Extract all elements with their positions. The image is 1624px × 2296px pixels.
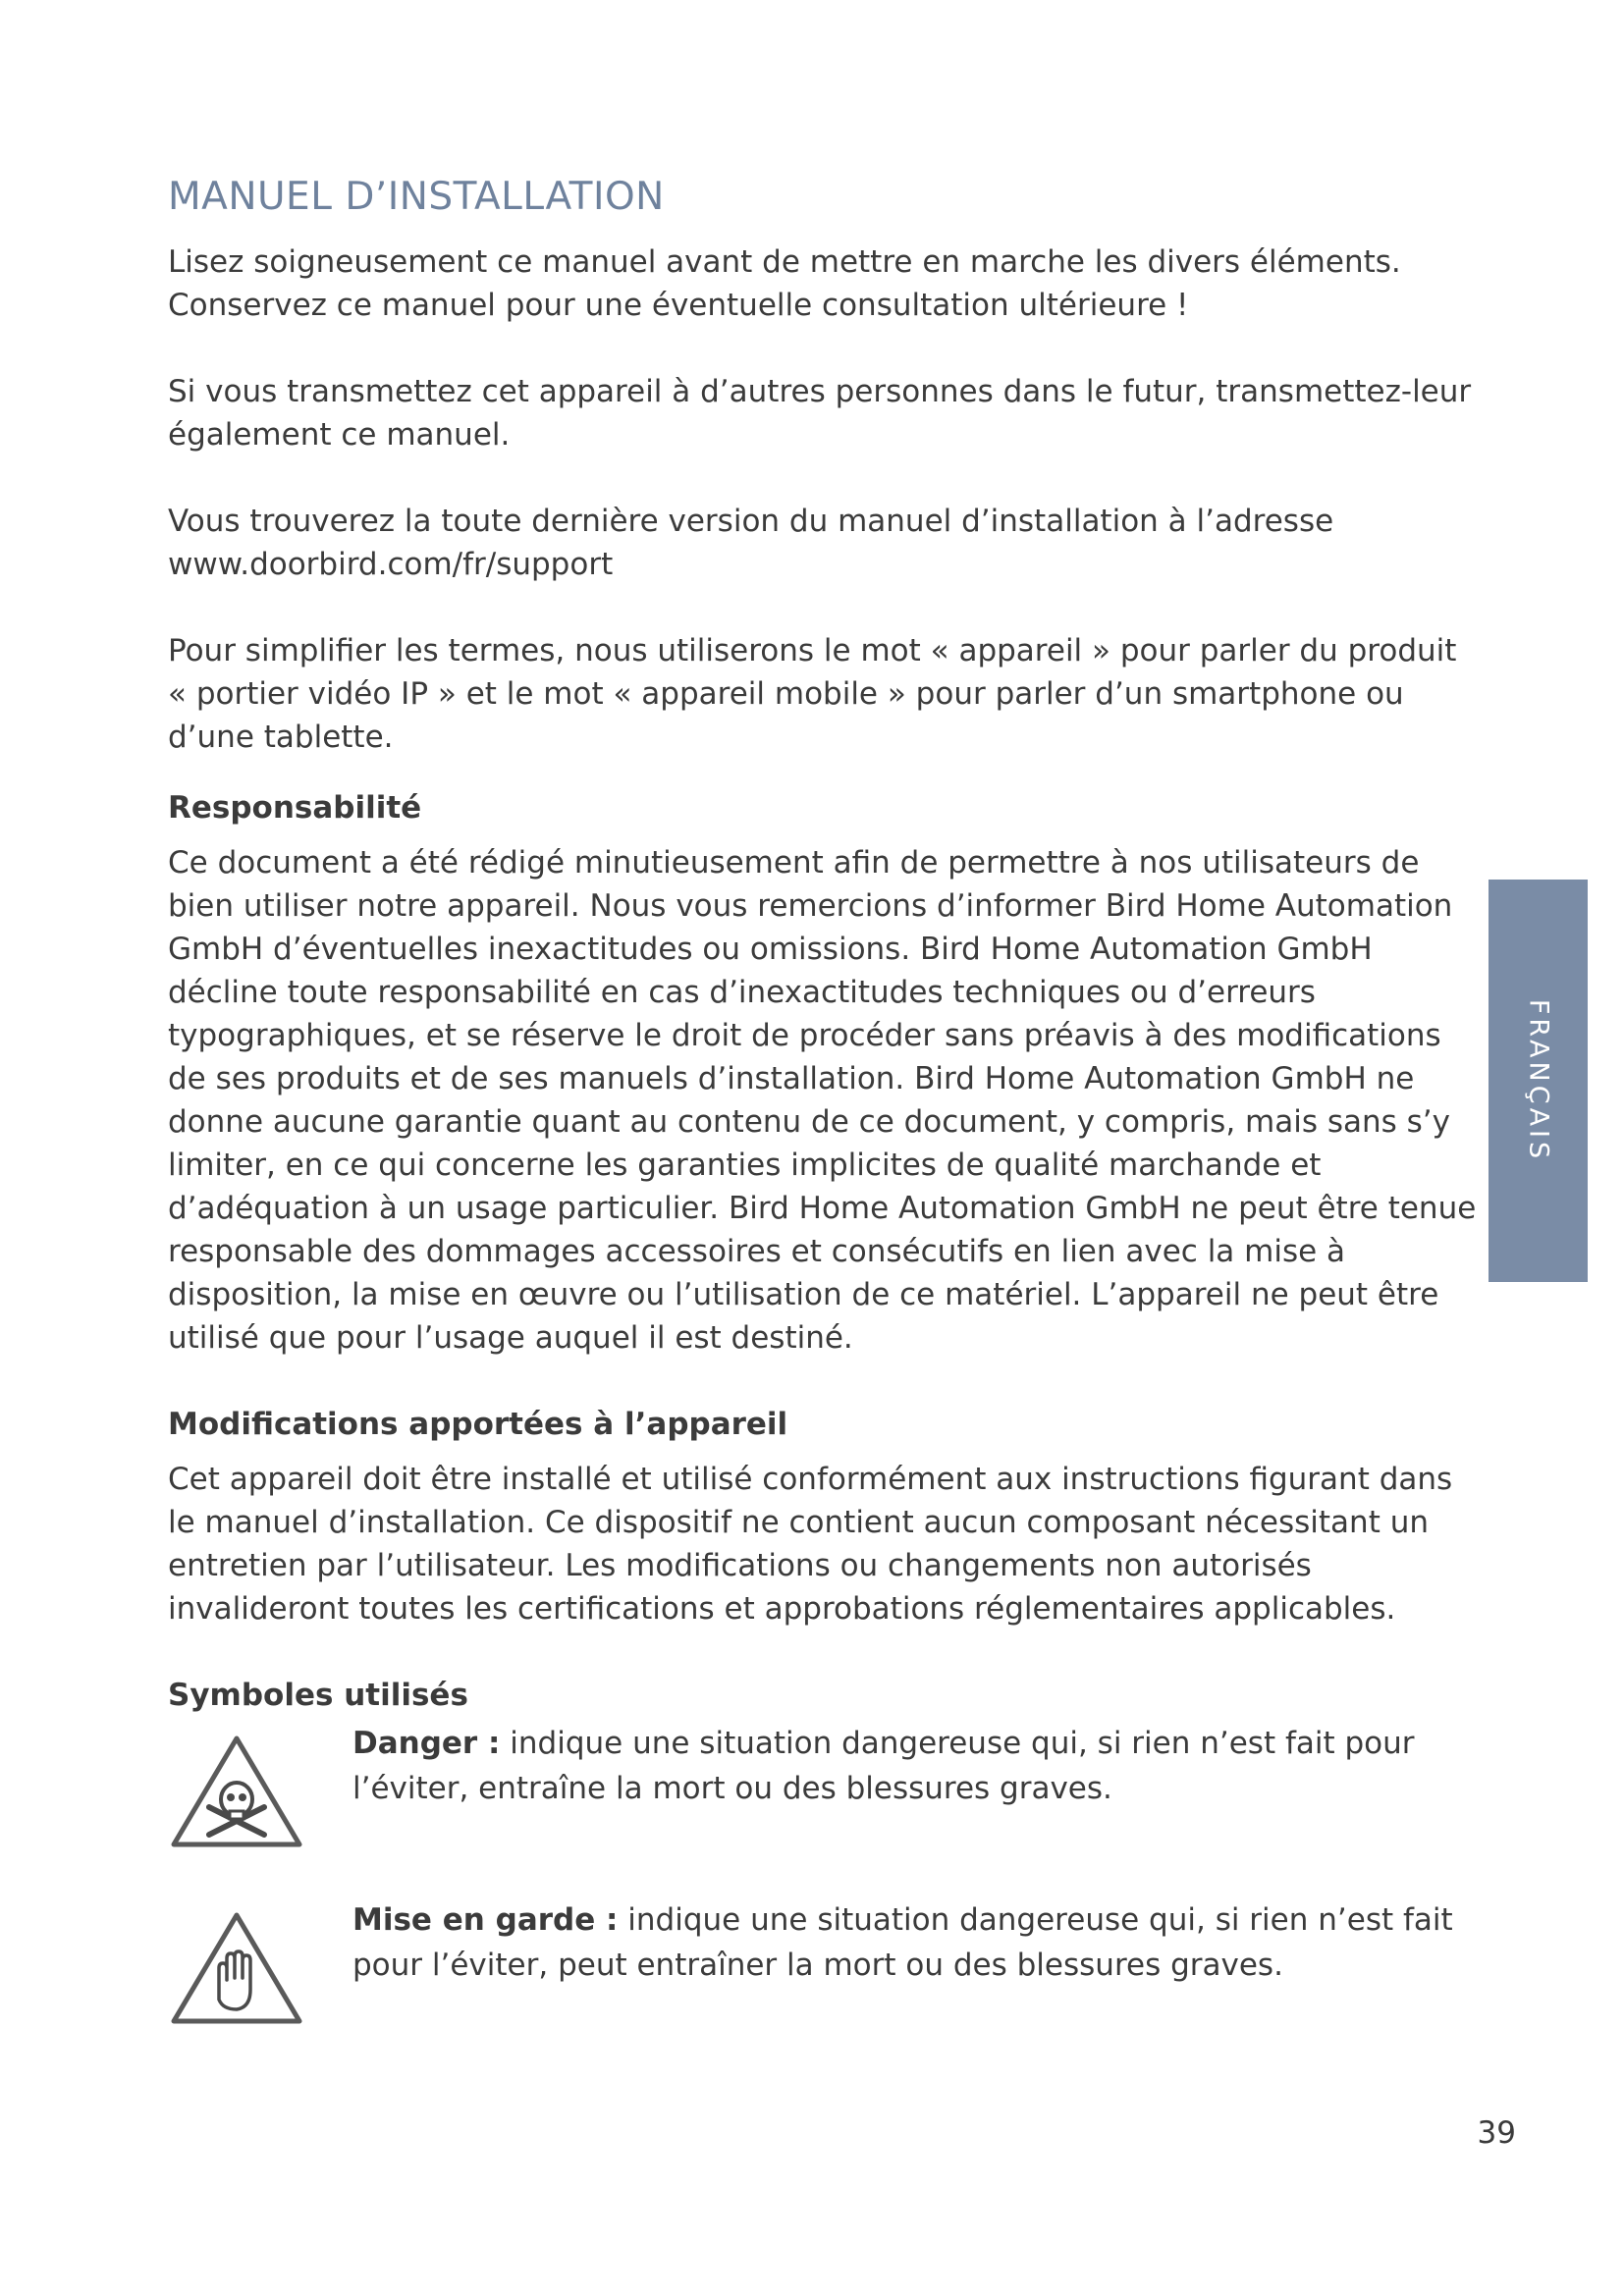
page-number: 39 xyxy=(1477,2115,1516,2151)
mise-en-garde-description xyxy=(352,1897,1484,1988)
modifications-heading: Modifications apportées à l’appareil xyxy=(168,1406,788,1442)
mise-en-garde-text: indique une situation dangereuse qui, si rien n’est fait pour l’éviter, peut entraîner la mort ou des blessures graves. xyxy=(352,1901,1453,1983)
skull-crossbones-warning-icon xyxy=(168,1733,305,1850)
danger-description xyxy=(352,1721,1484,1811)
intro-paragraph-2: Si vous transmettez cet appareil à d’autres personnes dans le futur, transmettez-leur également ce manuel. xyxy=(168,373,1472,453)
danger-text: indique une situation dangereuse qui, si rien n’est fait pour l’éviter, entraîne la mort ou des blessures graves. xyxy=(352,1725,1415,1806)
page-title: MANUEL D’INSTALLATION xyxy=(168,175,665,219)
language-label: FRANÇAIS xyxy=(1523,998,1553,1163)
mise-en-garde-label: Mise en garde : xyxy=(352,1901,619,1938)
intro-paragraph-4: Pour simplifier les termes, nous utiliserons le mot « appareil » pour parler du produit « portier vidéo IP » et le mot « appareil mobile » pour parler d’un smartphone ou d’une tablette. xyxy=(168,632,1457,755)
hand-warning-icon xyxy=(168,1909,305,2027)
language-side-tab xyxy=(1489,880,1588,1282)
page-content xyxy=(168,175,1484,2074)
danger-symbol-row xyxy=(168,1721,1484,1850)
danger-label: Danger : xyxy=(352,1725,501,1761)
responsabilite-text: Ce document a été rédigé minutieusement afin de permettre à nos utilisateurs de bien utiliser notre appareil. Nous vous remercions d’informer Bird Home Automation GmbH d’éventuelles inexactitudes ou omissions. Bird Home Automation GmbH décline toute responsabilité en cas d’inexactitudes techniques ou d’erreurs typographiques, et se réserve le droit de procéder sans préavis à des modifications de ses produits et de ses manuels d’installation. Bird Home Automation GmbH ne donne aucune garantie quant au contenu de ce document, y compris, mais sans s’y limiter, en ce qui concerne les garanties implicites de qualité marchande et d’adéquation à un usage particulier. Bird Home Automation GmbH ne peut être tenue responsable des dommages accessoires et consécutifs en lien avec la mise à disposition, la mise en œuvre ou l’utilisation de ce matériel. L’appareil ne peut être utilisé que pour l’usage auquel il est destiné. xyxy=(168,844,1477,1356)
symboles-heading: Symboles utilisés xyxy=(168,1677,468,1713)
modifications-text: Cet appareil doit être installé et utilisé conformément aux instructions figurant dans le manuel d’installation. Ce dispositif ne contient aucun composant nécessitant un entretien par l’utilisateur. Les modifications ou changements non autorisés invalideront toutes les certifications et approbations réglementaires applicables. xyxy=(168,1461,1453,1627)
intro-paragraph-1: Lisez soigneusement ce manuel avant de mettre en marche les divers éléments. Conservez ce manuel pour une éventuelle consultation ultérieure ! xyxy=(168,243,1401,323)
intro-paragraph-3: Vous trouverez la toute dernière version du manuel d’installation à l’adresse www.doorbird.com/fr/support xyxy=(168,503,1334,582)
mise-en-garde-symbol-row xyxy=(168,1897,1484,2027)
responsabilite-heading: Responsabilité xyxy=(168,789,422,826)
